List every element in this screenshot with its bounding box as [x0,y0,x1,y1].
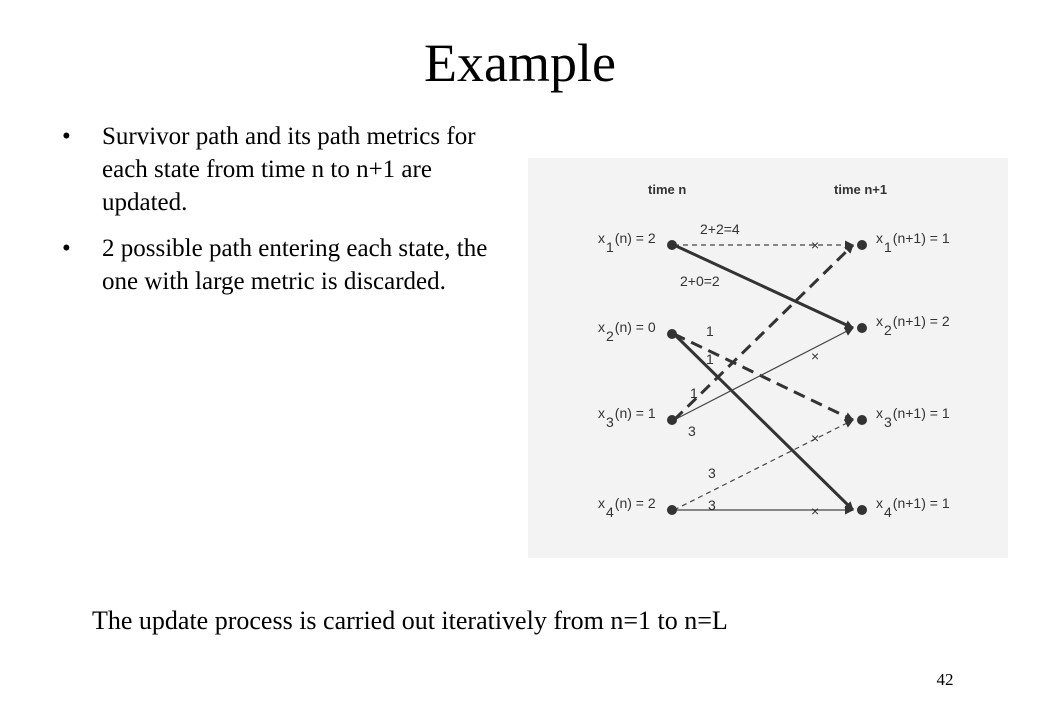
bullet-item [60,120,500,219]
edge-label-s3-t2: 3 [688,423,696,439]
edge-label-s1-t2: 2+0=2 [680,273,720,289]
edge-s3-t2-discarded [674,328,853,420]
state-label-left-2: x2(n) = 0 [598,319,656,344]
edge-label-s4-t3: 3 [708,465,716,481]
state-label-right-2: x2(n+1) = 2 [876,313,950,338]
page-number: 42 [936,670,954,689]
state-node-time-n-plus-1 [857,240,867,250]
state-label-left-3: x3(n) = 1 [598,405,656,430]
state-label-left-1: x1(n) = 2 [598,230,656,255]
state-node-time-n [667,329,677,339]
state-node-time-n [667,415,677,425]
edge-label-s2-t4: 1 [706,351,714,367]
discard-marker: × [811,348,820,364]
state-label-right-4: x4(n+1) = 1 [876,495,950,520]
bullet-text: Survivor path and its path metrics for each state from time n to n+1 are updated. [102,123,476,216]
discard-marker: × [811,237,820,253]
edge-label-s1-t1: 2+2=4 [700,221,740,237]
discard-marker: × [811,503,820,519]
state-node-time-n-plus-1 [857,323,867,333]
state-label-right-3: x3(n+1) = 1 [876,405,950,430]
bullet-item [60,232,500,298]
bullet-marker: • [62,123,71,150]
edge-s3-t1-survivor [674,245,853,420]
slide-title: Example [424,33,616,93]
state-label-right-1: x1(n+1) = 1 [876,230,950,255]
header-time-n: time n [648,182,687,197]
edge-label-s2-t3: 1 [706,323,714,339]
trellis-svg [528,158,1008,558]
edge-s2-t4-survivor [674,334,853,510]
state-node-time-n-plus-1 [857,505,867,515]
state-node-time-n [667,505,677,515]
header-time-n-plus-1: time n+1 [834,182,888,197]
bullet-text: 2 possible path entering each state, the one with large metric is discarded. [102,235,488,295]
edge-s4-t3-discarded [674,420,853,510]
bullet-marker: • [62,235,71,262]
bullet-list [60,120,500,311]
edge-s2-t3-survivor [674,334,853,420]
state-node-time-n-plus-1 [857,415,867,425]
trellis-diagram [528,158,1008,558]
discard-marker: × [811,430,820,446]
edge-label-s4-t4: 3 [708,497,716,513]
state-label-left-4: x4(n) = 2 [598,495,656,520]
state-node-time-n [667,240,677,250]
caption-text: The update process is carried out iteratively from n=1 to n=L [92,606,728,635]
edge-label-s3-t1: 1 [690,385,698,401]
